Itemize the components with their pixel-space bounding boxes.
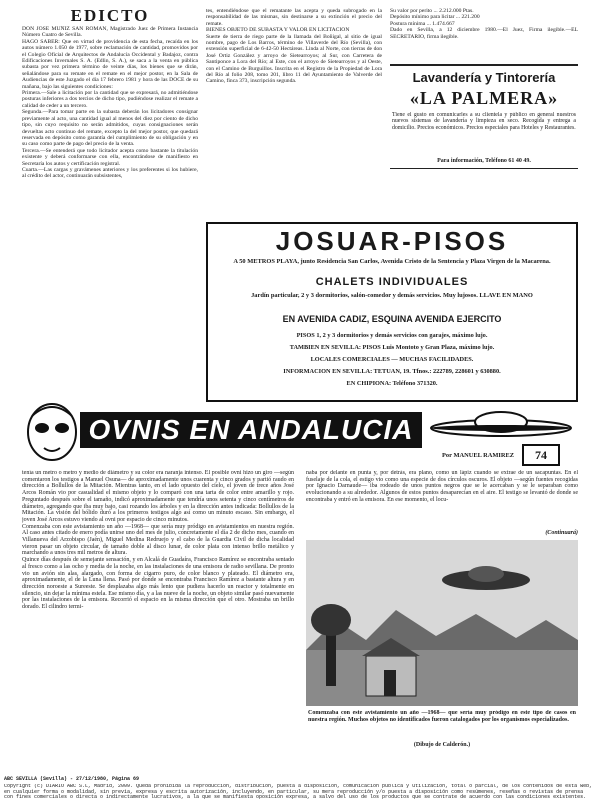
edicto-column-3: Su valor por perito ... 2.212.000 Ptas. Depósito mínimo para licitar ... 221.200 Postura mínima ... 1.474.667 Dado en Sevilla, a 12 diciembre 1980.—El Juez, Firma ilegible.—EL SECRETARIO, firma ilegible. xyxy=(390,8,578,40)
flying-saucer-icon xyxy=(426,410,576,440)
lavanderia-body: Tiene el gusto en comunicarles a su clientela y público en general nuestros nuevos sistemas de lavandería y limpieza en seco. Recogida y entrega a domicilio. Precios económicos. Precios especiales para Hoteles y Restaurantes. xyxy=(392,112,576,131)
ovnis-author: Por MANUEL RAMIREZ xyxy=(442,452,514,459)
josuar-chalets: CHALETS INDIVIDUALES xyxy=(315,276,469,288)
illustration-credit: (Dibujo de Calderón.) xyxy=(413,742,471,748)
lavanderia-name: «LA PALMERA» xyxy=(409,88,559,108)
josuar-info-sevilla: INFORMACION EN SEVILLA: TETUAN, 19. Tfnos.: 222789, 228601 y 630880. xyxy=(283,368,501,375)
josuar-title: JOSUAR-PISOS xyxy=(275,226,509,256)
series-number-badge: 74 xyxy=(522,444,560,466)
josuar-location: A 50 METROS PLAYA, junto Residencia San Carlos, Avenida Cristo de la Sentencia y Plaza Virgen de la Macarena. xyxy=(233,258,551,265)
ufo-illustration xyxy=(306,540,578,706)
ovnis-column-2: naba por delante en punta y, por detrás, era plano, como un lápiz cuando se extrae de un sacapuntas. En el fuselaje de la cola, el estigo vio como una especie de dos círculos oscuros. El objeto —según fuentes recogidas por Ignacio Darnaude— iba rodeado de unos puntos negros que se le acercaban y se le separaban como evolucionando a su alrededor. Algunos de estos puntos desaparecían en el aire. El testigo se levantó de donde se encontraba y entró en la emisora. En ese momento, el locu- xyxy=(306,470,578,503)
divider xyxy=(390,64,578,66)
edicto-column-2: tes, entendiéndose que el rematante las acepta y queda subrogado en la responsabilidad de las mismas, sin destinarse a su extinción el precio del remate. BIENES OBJETO DE SUBASTA Y VALOR EN LICITACION Suerte de tierra de riego parte de la llamada del Boñigal, al sitio de igual nombre, pago de Los Barros, término de Villaverde del Río (Sevilla), con extensión superficial de 6-42-50 Hectáreas. Linda al Norte, con tierras de don José Ortiz González y arroyo de Sietearroyos; al Sur, con Carretera de Santiponce a Lora del Río; al Este, con el arroyo de Sietearroyos y al Oeste, con el Camino de Burguillos. Inscrita en el Registro de la Propiedad de Lora del Río al folio 208, tomo 201, libro 11 del Ayuntamiento de Valverde del Camino, finca 373, inscripción segunda. xyxy=(206,8,382,85)
josuar-chalets-desc: Jardín particular, 2 y 3 dormitorios, salón-comedor y demás servicios. Muy lujosos. LLAVE EN MANO xyxy=(251,292,533,299)
ovnis-column-1: tenía un metro o metro y medio de diámetro y su color era naranja intenso. El posible ovni hizo un giro —según comentaron los testigos a Manuel Osuna— de aproximadamente unos cuarenta y cinco grados y partió raudo en dirección a Bollullos de la Mitación. Mientras tanto, en el lado opuesto del cielo, el joven de trece años José Arcos Román vio por casualidad el mismo objeto y lo comparó con una tarta de color entre amarillo y rojo. Preguntado después sobre el tamaño, indicó aproximadamente que tendría unos setenta y cinco centímetros de diámetro, agregando que iba muy bajo, casi rozando los árboles y en la dirección antes indicada: Bollullos de la Mitación. La visión del bólido duró a los primeros testigos algo así como un minuto escaso. Sin embargo, el joven José Arcos estuvo viendo al ovni por espacio de cinco minutos. Comenzaba con este avistamiento un año —1968— que sería muy pródigo en avistamientos en nuestra región. Al caso antes citado de enero podía unirse uno del mes de julio, concretamente el día 2 de dicho mes, cuando en Villanueva del Arzobispo (Jaén), Miguel Medina Redruejo y el cabo de la Guardia Civil de dicha localidad vieron pasar un objeto circular, de tamaño doble al disco lunar, de color plata con intenso brillo metálico y marchando a unos tres mil metros de altura. Quince días después de semejante sensación, y en Alcalá de Guadaíra, Francisco Ramírez se encontraba sentado al fresco como a las ocho y media de la noche, en las instalaciones de una emisora de radio sevillana. De pronto vio un avión sin alas, alargado, con forma de cigarro puro, de color blanco y plateado. El diámetro era, aproximadamente, el de la Luna llena. Pasó por donde se encontraba Francisco Ramírez a bastante altura y en dirección noroeste a Sureeste. Se desplazaba algo más lento que pudiera hacerlo un reactor y totalmente en silencio, sin dejar la mínima estela. Ese mismo día, y a las nueve de la noche, un objeto similar pasó nuevamente por las instalaciones de la emisora. Recorrió el espacio en la misma dirección que el otro. Mostraba un brillo dorado. El cilindro termi- xyxy=(22,470,294,611)
lavanderia-phone: Para información, Teléfono 61 40 49. xyxy=(437,158,531,164)
josuar-tambien: TAMBIEN EN SEVILLA: PISOS Luis Montoto y Gran Plaza, máximo lujo. xyxy=(289,344,495,351)
josuar-pisos: PISOS 1, 2 y 3 dormitorios y demás servicios con garajes, máximo lujo. xyxy=(296,332,488,339)
divider xyxy=(390,168,578,169)
ovnis-banner-title: OVNIS EN ANDALUCIA xyxy=(80,412,422,448)
edicto-title: EDICTO xyxy=(70,6,150,25)
footer-source: ABC SEVILLA (Sevilla) - 27/12/1980, Página 69 xyxy=(4,776,140,782)
illustration-caption: Comenzaba con este avistamiento un año —1968— que sería muy pródigo en este tipo de casos en nuestra región. Muchos objetos no identificados fueron catalogados por los organismos especializados. xyxy=(308,710,576,723)
edicto-column-1: DON JOSE MUÑIZ SAN ROMAN, Magistrado Juez de Primera Instancia Número Cuatro de Sevilla. HAGO SABER: Que en virtud de providencia de esta fecha, recaída en los autos número 1.050 de 1977, sobre reclamación de cantidad, promovidos por el Colegio Oficial de Arquitectos de Andalucía Occidental y Badajoz, contra Edificaciones Invernales S. A. (Edlin, S. A.), se saca a la venta en pública subasta por vez primera término de veinte días, los bienes que se dirán, señalándose para su remate en el remate en el mejor postor, en la Sala de Audiencias de este Juzgado el día 17 febrero 1981 y hora de las DOCE de su mañana, bajo las siguientes condiciones: Primera.—Sale a licitación por la cantidad que se expresará, no admitiéndose posturas inferiores a dos tercios de dicho tipo, pudiéndose realizar el remate a calidad de ceder a un tercero. Segunda.—Para tomar parte en la subasta deberán los licitadores consignar previamente al acto, una cantidad igual al menos del diez por ciento de dicho tipo, sin cuyo requisito no serán admitidos, cuyas consignaciones serán devueltas acto continuo del remate, excepto la del mejor postor, que quedará reservada en depósito como garantía del cumplimiento de su obligación y en su caso como parte de pago del precio de la venta. Tercera.—Se entenderá que todo licitador acepta como bastante la titulación existente y deberá conformarse con ella, encontrándose de manifiesto en Secretaría los autos y certificación registral. Cuarta.—Las cargas y gravámenes anteriores y los preferentes si los hubiere, al crédito del actor, continuarán subsistentes, xyxy=(22,26,198,180)
lavanderia-heading: Lavandería y Tintorería xyxy=(412,70,556,85)
ovnis-banner xyxy=(22,402,578,466)
footer-copyright: Copyright (c) DIARIO ABC S.L, Madrid, 2009. Queda prohibida la reproducción, distribución, puesta a disposición, comunicación pública y utilización, total o parcial, de los contenidos de esta web, en cualquier forma o modalidad, sin previa, expresa y escrita autorización, incluyendo, en particular, su mera reproducción y/o puesta a disposición como resúmenes, reseñas o revistas de prensa con fines comerciales o directa o indirectamente lucrativos, a la que se manifiesta oposición expresa, a salvo del uso de los productos que se contrate de acuerdo con las condiciones existentes. xyxy=(4,784,593,801)
josuar-avenida: EN AVENIDA CADIZ, ESQUINA AVENIDA EJERCITO xyxy=(282,314,502,324)
josuar-locales: LOCALES COMERCIALES — MUCHAS FACILIDADES. xyxy=(310,356,474,363)
josuar-info-chipiona: EN CHIPIONA: Teléfono 371320. xyxy=(346,380,438,387)
continua-label: (Continuará) xyxy=(545,530,578,536)
josuar-ad-box xyxy=(206,222,578,402)
alien-head-icon xyxy=(22,402,82,466)
